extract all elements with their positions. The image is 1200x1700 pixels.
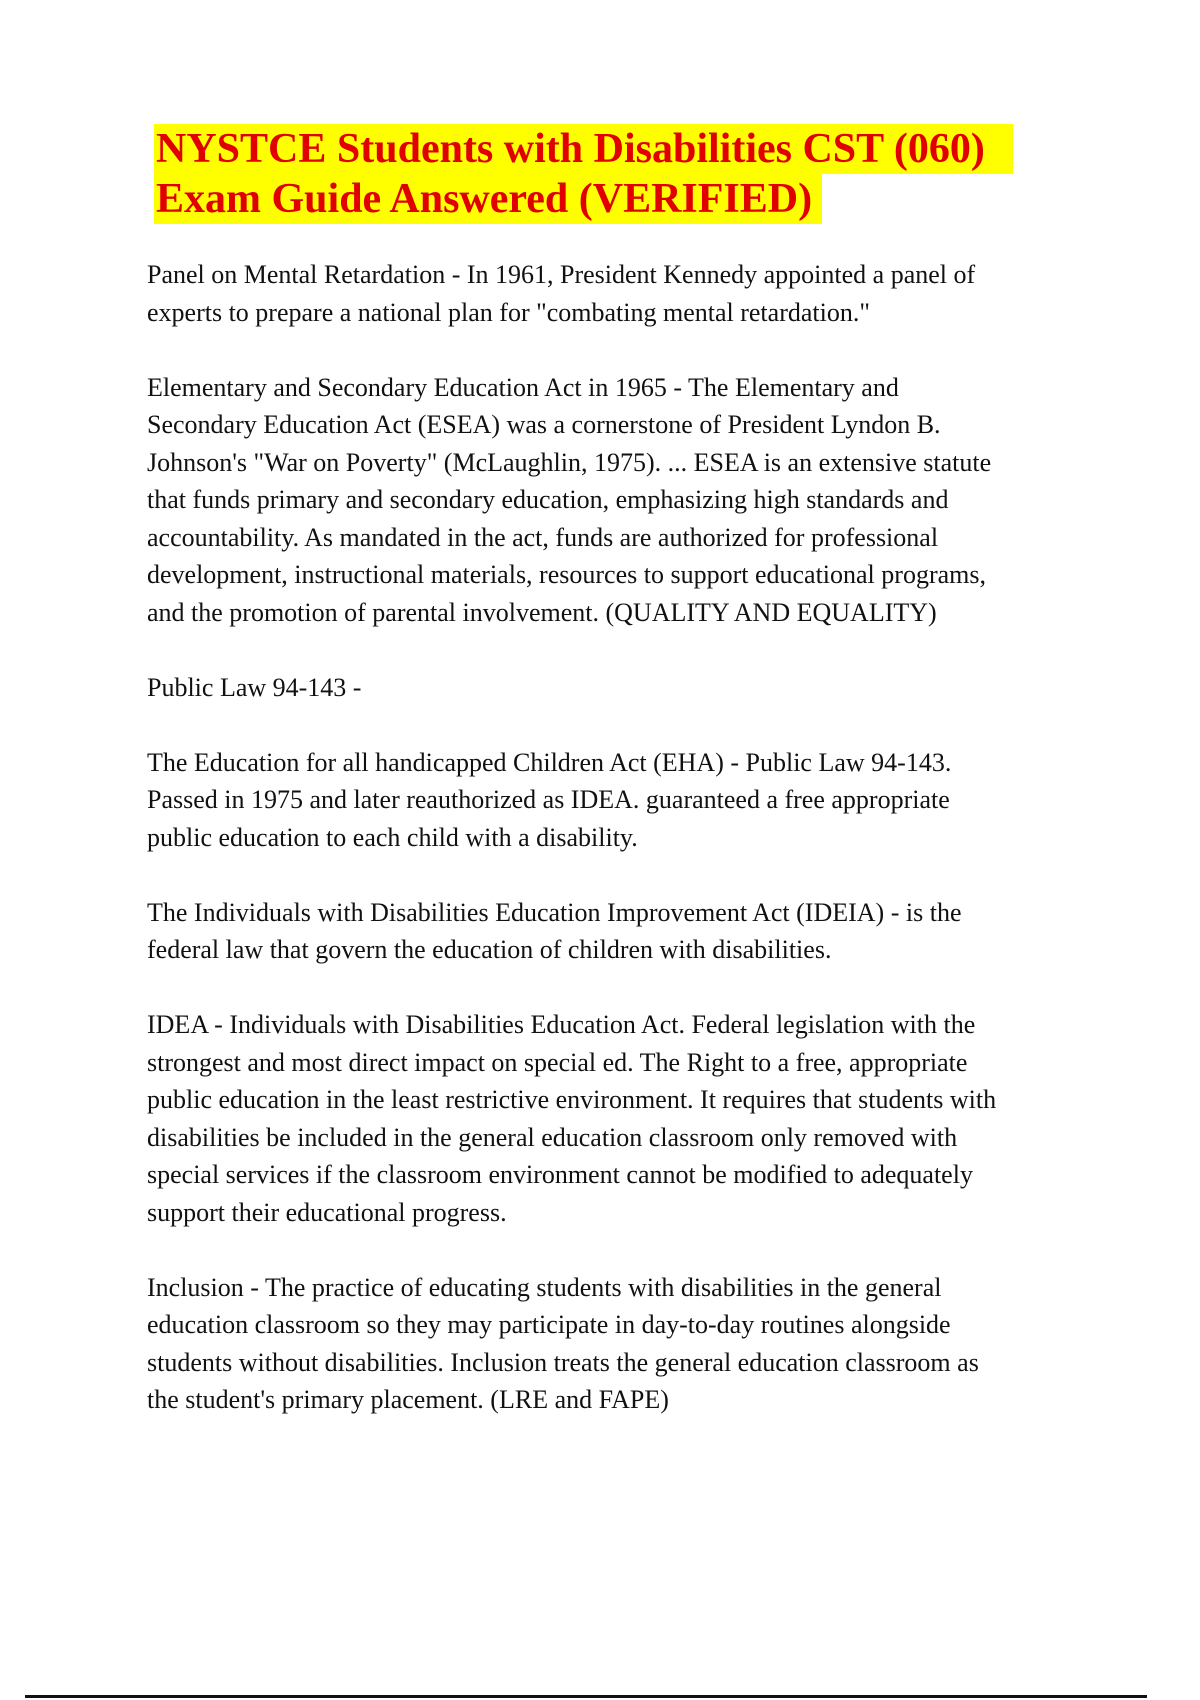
text-line: federal law that govern the education of children with disabilities. (147, 935, 832, 964)
text-line: Public Law 94-143 - (147, 672, 362, 702)
text-line: Panel on Mental Retardation - In 1961, President Kennedy appointed a panel of (147, 260, 976, 289)
text-line: Secondary Education Act (ESEA) was a cornerstone of President Lyndon B. (147, 410, 941, 439)
text-line: Johnson's "War on Poverty" (McLaughlin, 1975). ... ESEA is an extensive statute (147, 447, 992, 477)
paragraph (147, 256, 1107, 331)
paragraph (147, 744, 1107, 857)
text-line: Elementary and Secondary Education Act in 1965 - The Elementary and (147, 372, 899, 402)
text-line: accountability. As mandated in the act, funds are authorized for professional (147, 522, 939, 552)
paragraph (147, 369, 1107, 632)
text-line: Inclusion - The practice of educating students with disabilities in the general (147, 1272, 942, 1302)
text-line: development, instructional materials, resources to support educational programs, (147, 560, 986, 589)
text-line: that funds primary and secondary education, emphasizing high standards and (147, 485, 949, 514)
text-line: Passed in 1975 and later reauthorized as IDEA. guaranteed a free appropriate (147, 785, 950, 814)
document-title (154, 124, 1013, 224)
text-line: The Individuals with Disabilities Education Improvement Act (IDEIA) - is the (147, 897, 962, 927)
text-line: support their educational progress. (147, 1197, 507, 1227)
page-bottom-rule (25, 1695, 1147, 1698)
text-line: the student's primary placement. (LRE and FAPE) (147, 1385, 669, 1414)
paragraph (147, 669, 1107, 707)
title-line: Exam Guide Answered (VERIFIED) (154, 174, 822, 224)
paragraph (147, 1269, 1107, 1419)
text-line: public education in the least restrictive environment. It requires that students with (147, 1085, 997, 1114)
paragraph (147, 894, 1107, 969)
paragraph (147, 1006, 1107, 1231)
text-line: disabilities be included in the general education classroom only removed with (147, 1122, 958, 1152)
text-line: education classroom so they may participate in day-to-day routines alongside (147, 1310, 951, 1339)
text-line: experts to prepare a national plan for "combating mental retardation." (147, 297, 870, 327)
document-body (147, 256, 1107, 1456)
text-line: The Education for all handicapped Children Act (EHA) - Public Law 94-143. (147, 747, 952, 777)
text-line: and the promotion of parental involvement. (QUALITY AND EQUALITY) (147, 597, 937, 627)
text-line: public education to each child with a disability. (147, 822, 638, 852)
text-line: special services if the classroom environment cannot be modified to adequately (147, 1160, 973, 1189)
title-line: NYSTCE Students with Disabilities CST (060) (154, 124, 1013, 174)
text-line: IDEA - Individuals with Disabilities Education Act. Federal legislation with the (147, 1010, 976, 1039)
text-line: students without disabilities. Inclusion treats the general education classroom as (147, 1347, 979, 1377)
text-line: strongest and most direct impact on special ed. The Right to a free, appropriate (147, 1047, 968, 1077)
